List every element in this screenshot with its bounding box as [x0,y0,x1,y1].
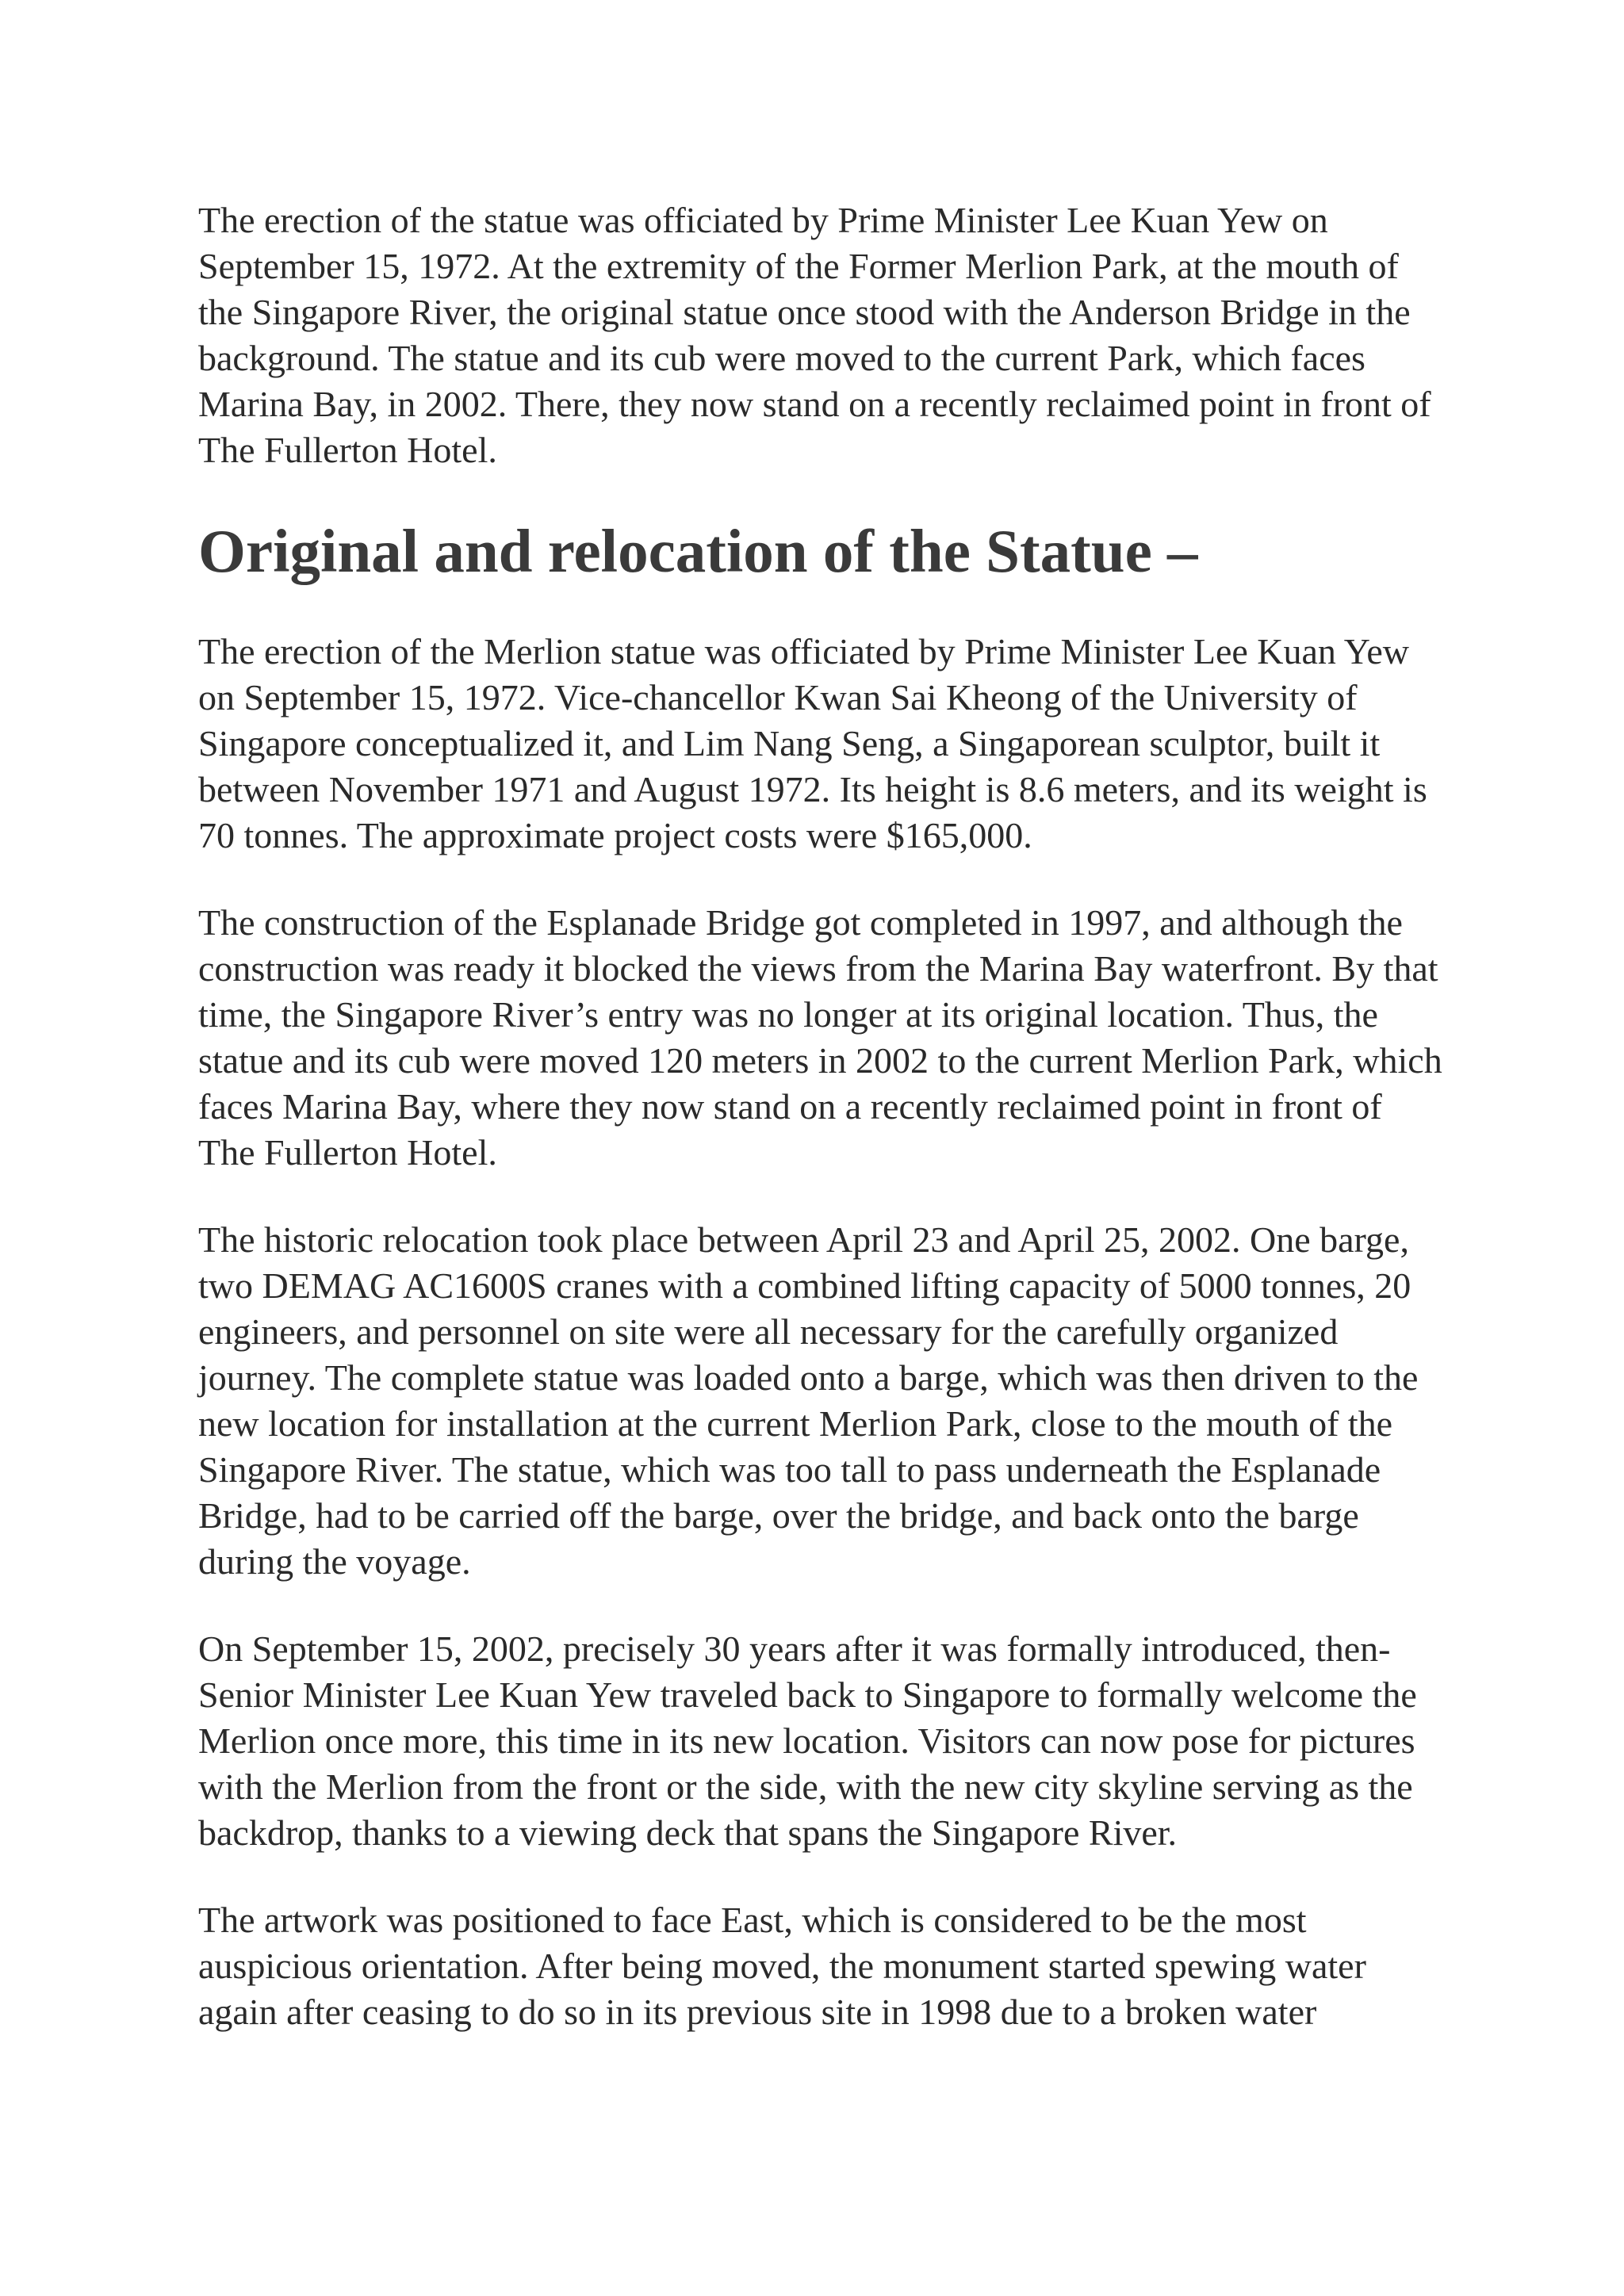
section-heading: Original and relocation of the Statue – [198,517,1198,585]
paragraph-orientation: The artwork was positioned to face East, which is considered to be the most auspicious orientation. After being moved, the monument started spewing water again after ceasing to do so in its previous site in 1998 due to a broken water [198,1900,1366,2032]
paragraph-relocation: The historic relocation took place between April 23 and April 25, 2002. One barge, two DEMAG AC1600S cranes with a combined lifting capacity of 5000 tonnes, 20 engineers, and personnel on site were all necessary for the carefully organized journey. The complete statue was loaded onto a barge, which was then driven to the new location for installation at the current Merlion Park, close to the mouth of the Singapore River. The statue, which was too tall to pass underneath the Esplanade Bridge, had to be carried off the barge, over the bridge, and back onto the barge during the voyage. [198,1219,1419,1582]
document-page [198,197,1443,2035]
paragraph-welcome: On September 15, 2002, precisely 30 years after it was formally introduced, then-Senior Minister Lee Kuan Yew traveled back to Singapore to formally welcome the Merlion once more, this time in its new location. Visitors can now pose for pictures with the Merlion from the front or the side, with the new city skyline serving as the backdrop, thanks to a viewing deck that spans the Singapore River. [198,1628,1417,1853]
intro-paragraph: The erection of the statue was officiated by Prime Minister Lee Kuan Yew on September 15, 1972. At the extremity of the Former Merlion Park, at the mouth of the Singapore River, the original statue once stood with the Anderson Bridge in the background. The statue and its cub were moved to the current Park, which faces Marina Bay, in 2002. There, they now stand on a recently reclaimed point in front of The Fullerton Hotel. [198,200,1431,470]
paragraph-esplanade-bridge: The construction of the Esplanade Bridge got completed in 1997, and although the construction was ready it blocked the views from the Marina Bay waterfront. By that time, the Singapore River’s entry was no longer at its original location. Thus, the statue and its cub were moved 120 meters in 2002 to the current Merlion Park, which faces Marina Bay, where they now stand on a recently reclaimed point in front of The Fullerton Hotel. [198,902,1442,1173]
paragraph-origin: The erection of the Merlion statue was officiated by Prime Minister Lee Kuan Yew on September 15, 1972. Vice-chancellor Kwan Sai Kheong of the University of Singapore conceptualized it, and Lim Nang Seng, a Singaporean sculptor, built it between November 1971 and August 1972. Its height is 8.6 meters, and its weight is 70 tonnes. The approximate project costs were $165,000. [198,631,1427,855]
